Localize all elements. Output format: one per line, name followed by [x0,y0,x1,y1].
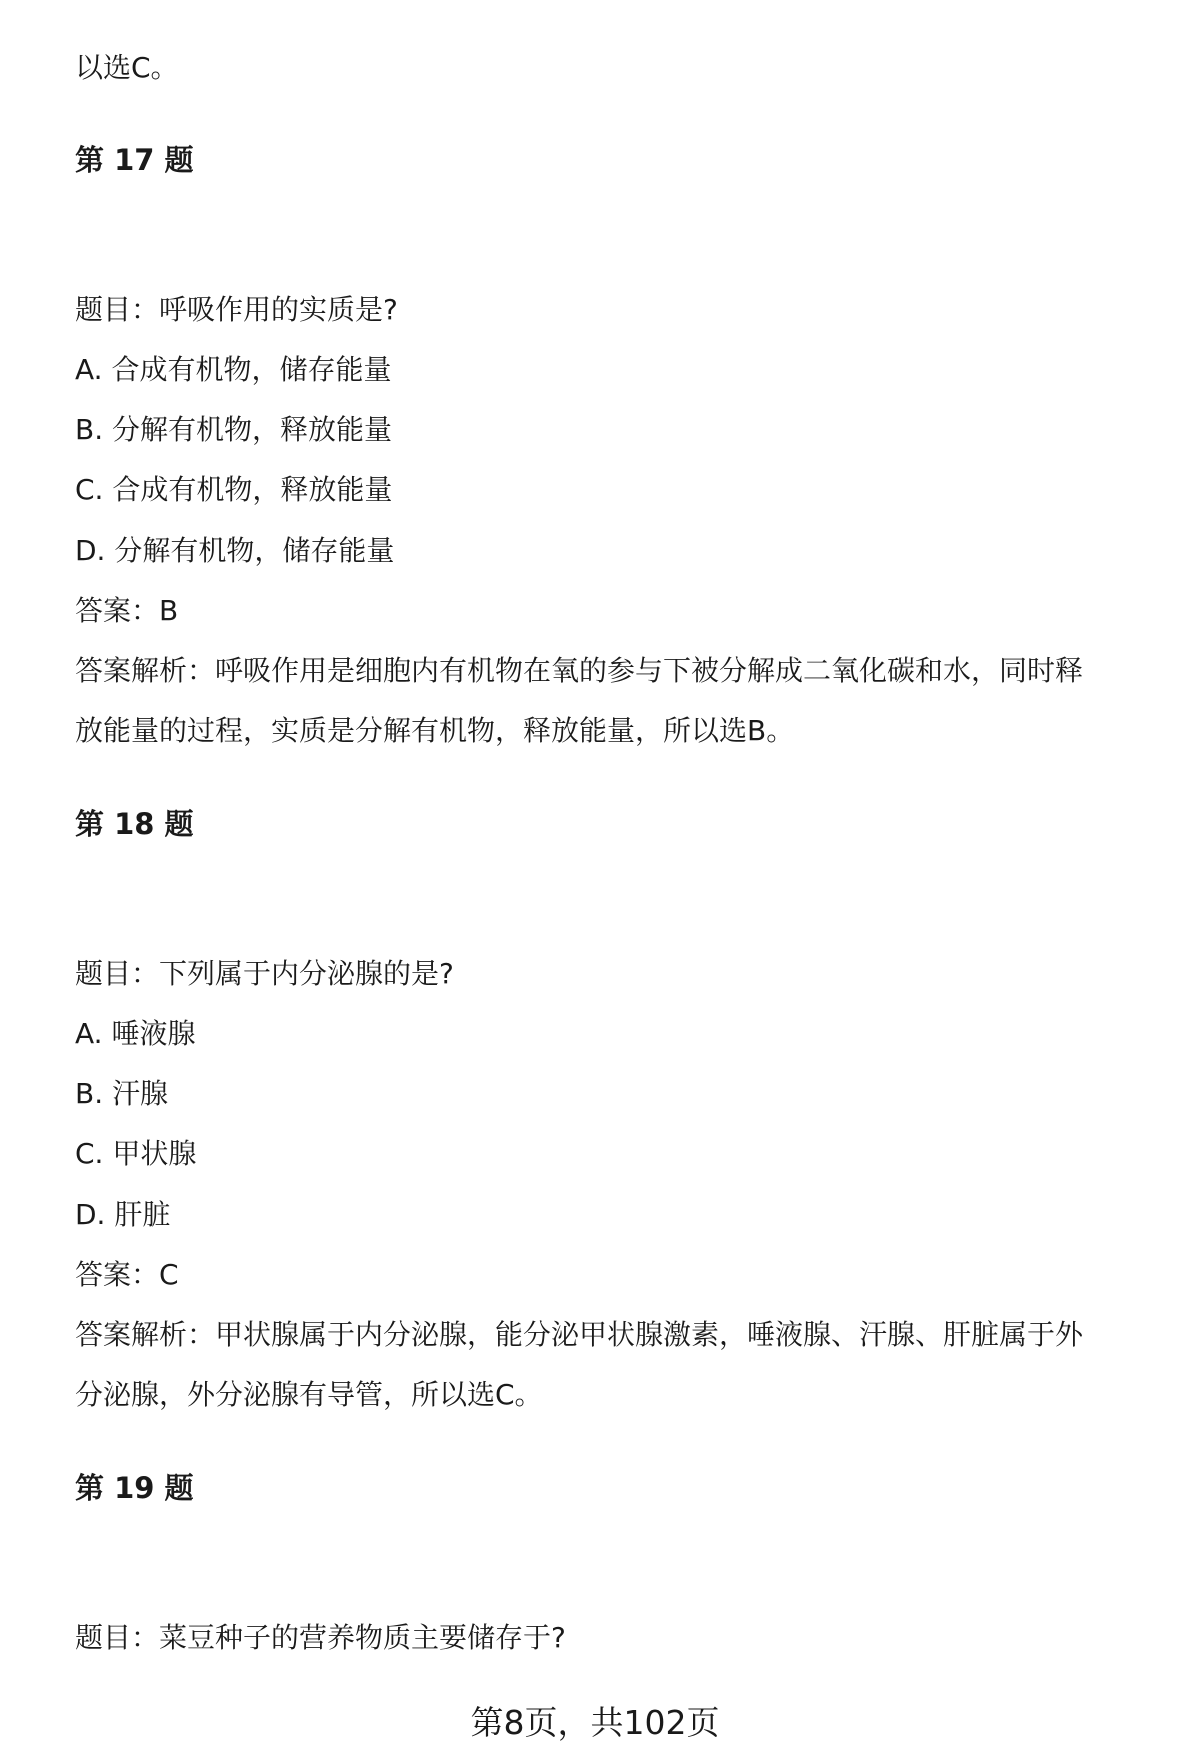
question-17-explanation-line-2: 放能量的过程，实质是分解有机物，释放能量，所以选B。 [75,714,795,747]
question-19-heading: 第 19 题 [75,1471,194,1505]
question-18-option-b: B. 汗腺 [75,1077,169,1110]
question-18-heading: 第 18 题 [75,807,194,841]
question-18-option-c: C. 甲状腺 [75,1137,197,1170]
question-17-option-b: B. 分解有机物，释放能量 [75,413,393,446]
question-18-prompt: 题目：下列属于内分泌腺的是? [75,957,454,990]
question-17-option-c: C. 合成有机物，释放能量 [75,473,393,506]
page-number-footer: 第8页，共102页 [470,1703,720,1742]
question-18-option-a: A. 唾液腺 [75,1017,196,1050]
question-17-option-a: A. 合成有机物，储存能量 [75,353,392,386]
question-18-explanation-line-1: 答案解析：甲状腺属于内分泌腺，能分泌甲状腺激素，唾液腺、汗腺、肝脏属于外 [75,1318,1084,1351]
question-18-option-d: D. 肝脏 [75,1198,171,1231]
question-18-explanation-line-2: 分泌腺，外分泌腺有导管，所以选C。 [75,1378,543,1411]
question-17-explanation-line-1: 答案解析：呼吸作用是细胞内有机物在氧的参与下被分解成二氧化碳和水，同时释 [75,654,1084,687]
question-19-prompt: 题目：菜豆种子的营养物质主要储存于? [75,1621,566,1654]
question-17-prompt: 题目：呼吸作用的实质是? [75,293,398,326]
question-17-heading: 第 17 题 [75,143,194,177]
question-17-option-d: D. 分解有机物，储存能量 [75,534,395,567]
continuation-text: 以选C。 [75,51,179,84]
question-17-answer: 答案：B [75,594,179,627]
question-18-answer: 答案：C [75,1258,179,1291]
